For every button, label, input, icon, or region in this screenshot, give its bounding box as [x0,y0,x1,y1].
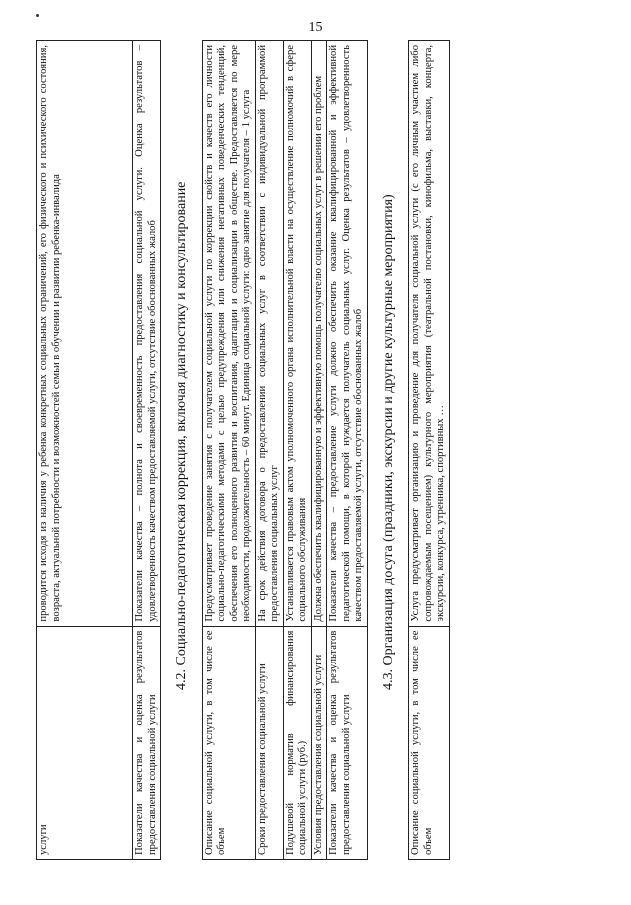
table-row [37,41,133,860]
row-text: На срок действия договора о предоставлении социальных услуг в соответствии с индивидуальной программой предоставления социальных услуг [255,41,283,627]
table-row [133,41,161,860]
row-label: Условия предоставления социальной услуги [311,626,327,859]
row-text: Показатели качества – полнота и своевременность предоставления социальной услуги. Оценка результатов – удовлетворенность качеством предоставляемой услуги, отсутствие обоснованных жалоб [133,41,161,627]
row-label: Сроки предоставления социальной услуги [255,626,283,859]
row-label: услуги [37,626,133,859]
table-row [327,41,368,860]
scan-dot [36,14,39,17]
section-heading-4-2: 4.2. Социально-педагогическая коррекция, включая диагностику и консультирование [174,181,189,690]
row-text: проводится исходя из наличия у ребенка конкретных социальных ограничений, его физического и психического состояния, возраста, актуальной потребности и возможностей семьи в обучении и развитии ребенка-инвалида [37,41,133,627]
row-text: Должна обеспечить квалифицированную и эффективную помощь получателю социальных услуг в решении его проблем [311,41,327,627]
row-label: Описание социальной услуги, в том числе ее объем [409,626,450,859]
rotated-content [36,40,596,860]
table-4-2 [202,40,368,860]
table-row [283,41,311,860]
row-text: Услуга предусматривает организацию и проведение для получателя социальной услуги (с его личным участием либо сопровождаемым посещением) культурного мероприятия (театральной постановки, кинофильма, выставки, концерта, экскурсии, конкурса, утренника, спортивных … [409,41,450,627]
table-row [409,41,450,860]
table-row [255,41,283,860]
page-number: 15 [308,20,323,35]
row-label: Описание социальной услуги, в том числе ее объем [202,626,255,859]
row-label: Показатели качества и оценка результатов предоставления социальной услуги [327,626,368,859]
table-row [202,41,255,860]
section-heading-4-3: 4.3. Организация досуга (праздники, экскурсии и другие культурные мероприятия) [380,194,396,690]
row-text: Предусматривает проведение занятия с получателем социальной услуги по коррекции свойств и качеств его личности социально-педагогическими методами с целью предупреждения или снижения негативных поведенческих тенденций, обеспечения его полноценного развития и воспитания, адаптации и социализации в обществе. Предоставляется по мере необходимости, продолжительность – 60 минут. Единица социальной услуги: одно занятие для получателя – 1 услуга [202,41,255,627]
row-label: Подушевой норматив финансирования социальной услуги (руб.) [283,626,311,859]
row-label: Показатели качества и оценка результатов предоставления социальной услуги [133,626,161,859]
row-text: Показатели качества – предоставление услуги должно обеспечить оказание квалифицированной и эффективной педагогической помощи, в которой нуждается получатель социальных услуг. Оценка результатов – удовлетворенность качеством предоставляемой услуги, отсутствие обоснованных жалоб [327,41,368,627]
table-row [311,41,327,860]
table-4-3 [408,40,450,860]
row-text: Устанавливается правовым актом уполномоченного органа исполнительной власти на осуществление полномочий в сфере социального обслуживания [283,41,311,627]
table-continued [36,40,161,860]
